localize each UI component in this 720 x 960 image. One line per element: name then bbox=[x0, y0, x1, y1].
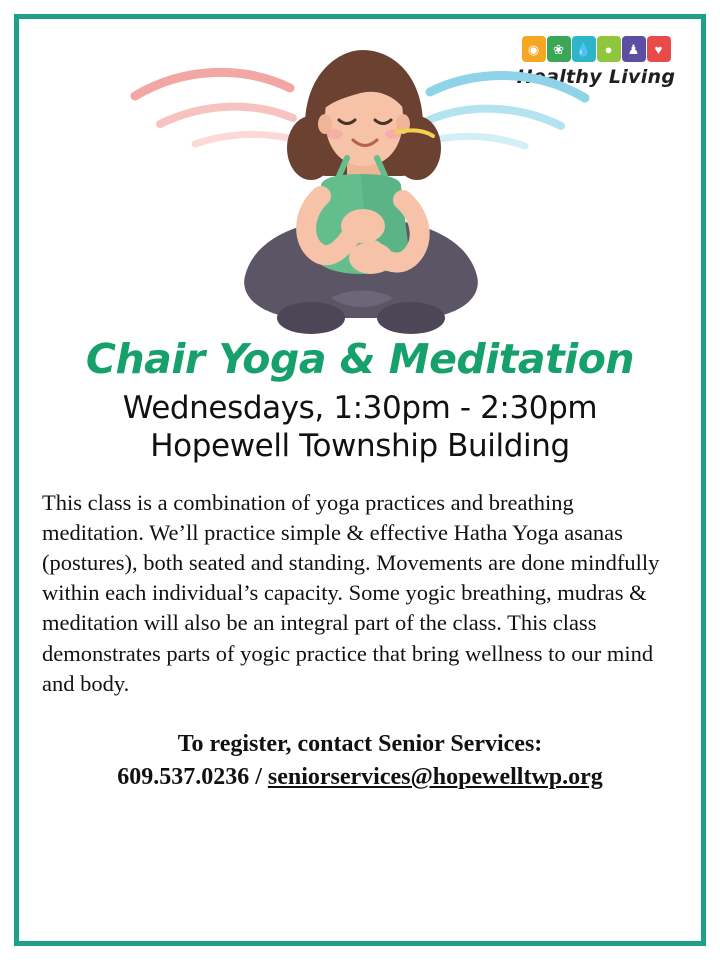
register-contact-line bbox=[36, 762, 684, 793]
register-instruction: To register, contact Senior Services: bbox=[177, 730, 543, 757]
subtitle-line-2: Hopewell Township Building bbox=[150, 428, 570, 465]
leaf-icon: ❀ bbox=[547, 36, 571, 62]
subtitle-line-1: Wednesdays, 1:30pm - 2:30pm bbox=[122, 390, 598, 427]
person-meditating-icon: ◉ bbox=[522, 36, 546, 62]
meditation-illustration bbox=[36, 36, 684, 336]
apple-icon: ● bbox=[597, 36, 621, 62]
contact-separator: / bbox=[249, 764, 268, 791]
droplet-icon: 💧 bbox=[572, 36, 596, 62]
description-paragraph: This class is a combination of yoga practices and breathing meditation. We’ll practice simple & effective Hatha Yoga asanas (postures), both seated and standing. Movements are done mindfully within each individual’s capacity. Some yogic breathing, mudras & meditation will also be an integral part of the class. This class demonstrates parts of yogic practice that bring wellness to our mind and body. bbox=[42, 489, 660, 696]
email-link[interactable]: seniorservices@hopewelltwp.org bbox=[267, 764, 603, 791]
registration-block bbox=[36, 729, 684, 793]
heart-icon: ♥ bbox=[647, 36, 671, 62]
flyer-content bbox=[14, 14, 706, 946]
family-icon: ♟ bbox=[622, 36, 646, 62]
phone-number: 609.537.0236 bbox=[117, 764, 250, 791]
flyer-subtitle bbox=[36, 389, 684, 466]
flyer-title: Chair Yoga & Meditation bbox=[85, 335, 635, 383]
meditating-woman-graphic bbox=[125, 36, 595, 336]
logo-wordmark: Healthy Living bbox=[516, 66, 676, 88]
